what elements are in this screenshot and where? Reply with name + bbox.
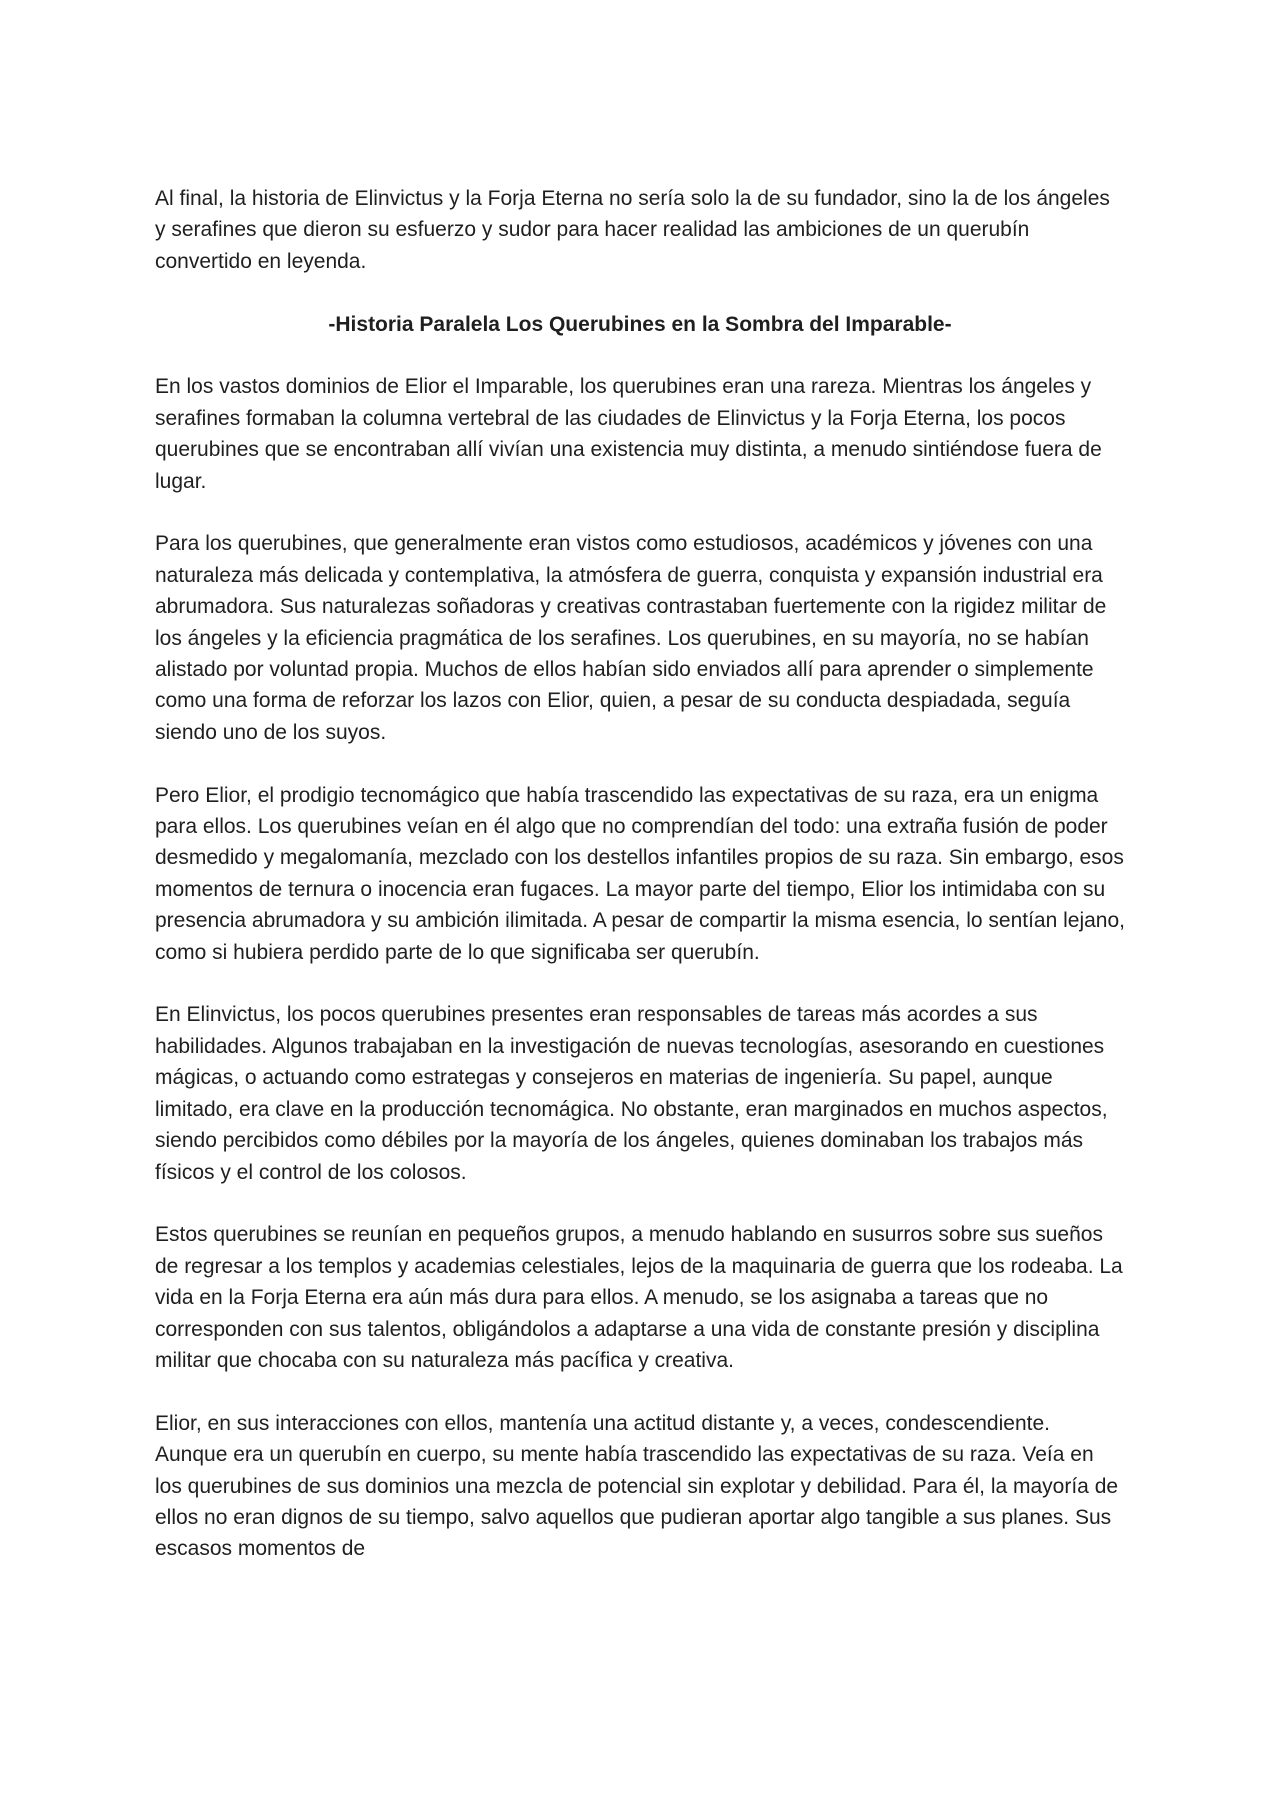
paragraph-intro: Al final, la historia de Elinvictus y la Forja Eterna no sería solo la de su fundador, sino la de los ángeles y serafines que dieron su esfuerzo y sudor para hacer realidad las ambiciones de un querubín convertido en leyenda. <box>155 187 1110 273</box>
section-heading: -Historia Paralela Los Querubines en la Sombra del Imparable- <box>328 312 952 336</box>
paragraph: Para los querubines, que generalmente eran vistos como estudiosos, académicos y jóvenes con una naturaleza más delicada y contemplativa, la atmósfera de guerra, conquista y expansión industrial era abrumadora. Sus naturalezas soñadoras y creativas contrastaban fuertemente con la rigidez militar de los ángeles y la eficiencia pragmática de los serafines. Los querubines, en su mayoría, no se habían alistado por voluntad propia. Muchos de ellos habían sido enviados allí para aprender o simplemente como una forma de reforzar los lazos con Elior, quien, a pesar de su conducta despiadada, seguía siendo uno de los suyos. <box>155 532 1107 744</box>
paragraph: En Elinvictus, los pocos querubines presentes eran responsables de tareas más acordes a sus habilidades. Algunos trabajaban en la investigación de nuevas tecnologías, asesorando en cuestiones mágicas, o actuando como estrategas y consejeros en materias de ingeniería. Su papel, aunque limitado, era clave en la producción tecnomágica. No obstante, eran marginados en muchos aspectos, siendo percibidos como débiles por la mayoría de los ángeles, quienes dominaban los trabajos más físicos y el control de los colosos. <box>155 1003 1108 1184</box>
paragraph: Elior, en sus interacciones con ellos, mantenía una actitud distante y, a veces, condescendiente. Aunque era un querubín en cuerpo, su mente había trascendido las expectativas de su raza. Veía en los querubines de sus dominios una mezcla de potencial sin explotar y debilidad. Para él, la mayoría de ellos no eran dignos de su tiempo, salvo aquellos que pudieran aportar algo tangible a sus planes. Sus escasos momentos de <box>155 1411 1119 1561</box>
paragraph: Estos querubines se reunían en pequeños grupos, a menudo hablando en susurros sobre sus sueños de regresar a los templos y academias celestiales, lejos de la maquinaria de guerra que los rodeaba. La vida en la Forja Eterna era aún más dura para ellos. A menudo, se los asignaba a tareas que no corresponden con sus talentos, obligándolos a adaptarse a una vida de constante presión y disciplina militar que chocaba con su naturaleza más pacífica y creativa. <box>155 1223 1123 1372</box>
paragraph: Pero Elior, el prodigio tecnomágico que había trascendido las expectativas de su raza, era un enigma para ellos. Los querubines veían en él algo que no comprendían del todo: una extraña fusión de poder desmedido y megalomanía, mezclado con los destellos infantiles propios de su raza. Sin embargo, esos momentos de ternura o inocencia eran fugaces. La mayor parte del tiempo, Elior los intimidaba con su presencia abrumadora y su ambición ilimitada. A pesar de compartir la misma esencia, lo sentían lejano, como si hubiera perdido parte de lo que significaba ser querubín. <box>155 783 1125 964</box>
paragraph: En los vastos dominios de Elior el Imparable, los querubines eran una rareza. Mientras los ángeles y serafines formaban la columna vertebral de las ciudades de Elinvictus y la Forja Eterna, los pocos querubines que se encontraban allí vivían una existencia muy distinta, a menudo sintiéndose fuera de lugar. <box>155 375 1102 493</box>
document-body <box>155 183 1125 1596</box>
